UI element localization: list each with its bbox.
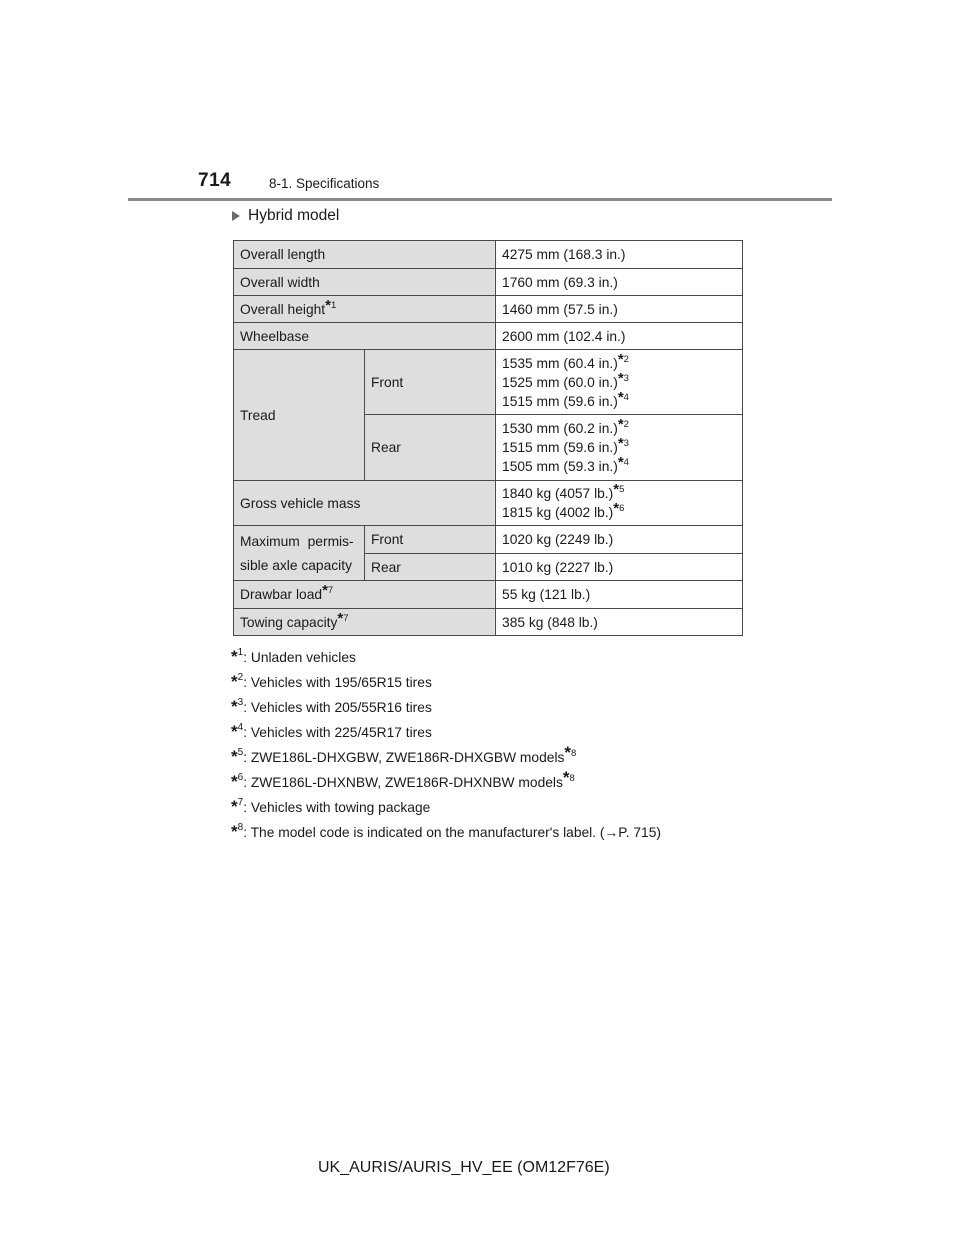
row-label: Wheelbase	[234, 323, 496, 350]
table-row	[234, 323, 743, 350]
footnotes	[231, 644, 661, 844]
row-label-text: Overall height	[240, 301, 326, 317]
row-value: 1535 mm (60.4 in.)$^{*2}$ 1525 mm (60.0 in.)$^{*3}$ 1515 mm (59.6 in.)$^{*4}$	[496, 350, 743, 415]
table-row	[234, 269, 743, 296]
footnote-ref: *1	[325, 296, 337, 314]
row-label: Gross vehicle mass	[234, 481, 496, 526]
row-label: Maximum permis- sible axle capacity	[234, 526, 365, 581]
footnote-ref: *7	[337, 609, 349, 627]
row-label	[234, 296, 496, 323]
footnote-item: *$^5$: ZWE186L-DHXGBW, ZWE186R-DHXGBW models$^{*8}$	[231, 743, 577, 766]
specifications-table	[233, 240, 743, 636]
footnote-item: *$^3$: Vehicles with 205/55R16 tires	[231, 697, 432, 716]
footer-document-code: UK_AURIS/AURIS_HV_EE (OM12F76E)	[318, 1159, 610, 1176]
row-value: 4275 mm (168.3 in.)	[496, 241, 743, 269]
table-row	[234, 481, 743, 526]
footnote-item: *$^8$: The model code is indicated on the manufacturer's label. (→P. 715)	[231, 822, 661, 841]
row-label: Tread	[234, 350, 365, 481]
row-label: Overall width	[234, 269, 496, 296]
sub-label: Front	[365, 350, 496, 415]
footnote-item: *$^6$: ZWE186L-DHXNBW, ZWE186R-DHXNBW models$^{*8}$	[231, 768, 575, 791]
footnote-item: *$^2$: Vehicles with 195/65R15 tires	[231, 672, 432, 691]
table-row	[234, 581, 743, 609]
row-value: 1530 mm (60.2 in.)$^{*2}$ 1515 mm (59.6 in.)$^{*3}$ 1505 mm (59.3 in.)$^{*4}$	[496, 415, 743, 481]
footnote-item: *$^4$: Vehicles with 225/45R17 tires	[231, 722, 432, 741]
row-label: Overall length	[234, 241, 496, 269]
table-row	[234, 609, 743, 636]
footnote-item: *$^1$: Unladen vehicles	[231, 647, 356, 666]
page-number: 714	[198, 170, 232, 191]
triangle-bullet-icon	[232, 211, 240, 221]
sub-label: Rear	[365, 415, 496, 481]
sub-label: Rear	[365, 554, 496, 581]
row-label: Towing capacity$^{*7}$	[234, 609, 496, 636]
footnote-item: *$^7$: Vehicles with towing package	[231, 797, 431, 816]
sub-label: Front	[365, 526, 496, 554]
table-row	[234, 350, 743, 415]
row-value: 385 kg (848 lb.)	[496, 609, 743, 636]
row-value: 2600 mm (102.4 in.)	[496, 323, 743, 350]
row-label: Drawbar load$^{*7}$	[234, 581, 496, 609]
table-row	[234, 526, 743, 554]
table-row	[234, 296, 743, 323]
subheading-text: Hybrid model	[248, 207, 340, 224]
table-row	[234, 241, 743, 269]
row-value: 1020 kg (2249 lb.)	[496, 526, 743, 554]
row-value: 1010 kg (2227 lb.)	[496, 554, 743, 581]
footnote-ref: *7	[322, 582, 334, 599]
row-value: 1840 kg (4057 lb.)$^{*5}$ 1815 kg (4002 lb.)$^{*6}$	[496, 481, 743, 526]
row-value: 55 kg (121 lb.)	[496, 581, 743, 609]
header-divider	[128, 198, 832, 201]
section-title: 8-1. Specifications	[269, 176, 380, 191]
subheading	[232, 207, 339, 225]
row-value: 1460 mm (57.5 in.)	[496, 296, 743, 323]
row-value: 1760 mm (69.3 in.)	[496, 269, 743, 296]
